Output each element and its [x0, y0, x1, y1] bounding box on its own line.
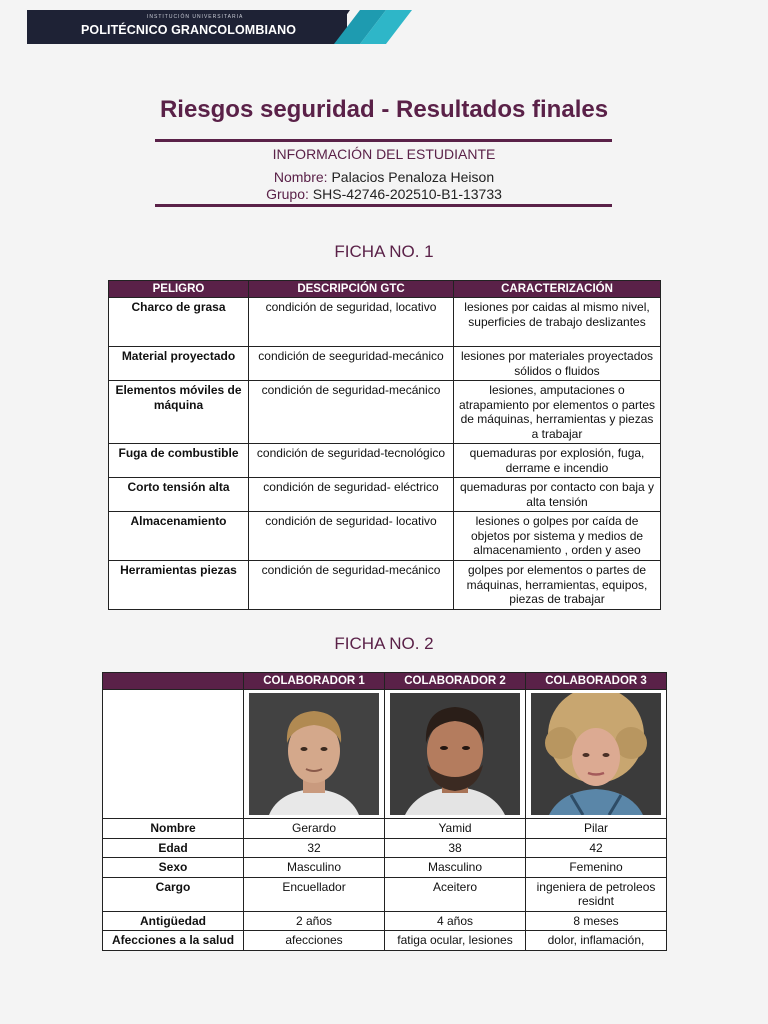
- caracterizacion-cell: quemaduras por contacto con baja y alta tensión: [454, 478, 661, 512]
- caracterizacion-cell: quemaduras por explosión, fuga, derrame e incendio: [454, 444, 661, 478]
- colaborador-1-value: afecciones: [244, 931, 385, 951]
- column-header-colaborador-3: COLABORADOR 3: [526, 673, 667, 690]
- colaborador-2-value: Yamid: [385, 819, 526, 839]
- caracterizacion-cell: lesiones por caidas al mismo nivel, superficies de trabajo deslizantes: [454, 298, 661, 347]
- banner-stripes-logo: [320, 10, 415, 44]
- student-group-value: SHS-42746-202510-B1-13733: [312, 186, 502, 202]
- peligro-cell: Almacenamiento: [109, 512, 249, 561]
- caracterizacion-cell: golpes por elementos o partes de máquinas, herramientas, equipos, piezas de trabajar: [454, 561, 661, 610]
- colaborador-3-value: dolor, inflamación,: [526, 931, 667, 951]
- column-header-colaborador-1: COLABORADOR 1: [244, 673, 385, 690]
- colaborador-3-value: 42: [526, 838, 667, 858]
- colaborador-1-value: Gerardo: [244, 819, 385, 839]
- institution-banner: [27, 10, 347, 44]
- ficha1-title: FICHA NO. 1: [334, 242, 434, 261]
- peligro-cell: Material proyectado: [109, 347, 249, 381]
- colaborador-3-value: Femenino: [526, 858, 667, 878]
- attribute-label: Sexo: [103, 858, 244, 878]
- portrait-cell: [244, 690, 385, 819]
- peligro-cell: Fuga de combustible: [109, 444, 249, 478]
- attribute-label: Nombre: [103, 819, 244, 839]
- descripcion-cell: condición de seguridad-mecánico: [249, 381, 454, 444]
- table-row: [103, 911, 667, 931]
- student-info-heading: INFORMACIÓN DEL ESTUDIANTE: [272, 146, 496, 162]
- table-row: [109, 444, 661, 478]
- column-header-peligro: PELIGRO: [109, 281, 249, 298]
- male-portrait-bearded-image: [390, 693, 520, 815]
- ficha2-header-row: [103, 673, 667, 690]
- student-name-line: [0, 169, 768, 185]
- colaborador-2-value: 4 años: [385, 911, 526, 931]
- descripcion-cell: condición de seguridad-mecánico: [249, 561, 454, 610]
- male-portrait-blond-image: [249, 693, 379, 815]
- descripcion-cell: condición de seguridad- locativo: [249, 512, 454, 561]
- student-name-label: Nombre:: [273, 169, 328, 185]
- colaborador-2-value: Masculino: [385, 858, 526, 878]
- table-row: [109, 347, 661, 381]
- column-header-colaborador-2: COLABORADOR 2: [385, 673, 526, 690]
- peligro-cell: Charco de grasa: [109, 298, 249, 347]
- table-row: [103, 877, 667, 911]
- ficha2-title: FICHA NO. 2: [334, 634, 434, 653]
- ficha1-header-row: [109, 281, 661, 298]
- colaborador-3-value: Pilar: [526, 819, 667, 839]
- divider-top: [155, 139, 612, 142]
- ficha2-table: [102, 672, 667, 951]
- caracterizacion-cell: lesiones por materiales proyectados sólidos o fluidos: [454, 347, 661, 381]
- student-group-label: Grupo:: [266, 186, 309, 202]
- table-row: [103, 838, 667, 858]
- column-header-empty: [103, 673, 244, 690]
- colaborador-1-value: 2 años: [244, 911, 385, 931]
- table-row: [109, 298, 661, 347]
- ficha1-table: [108, 280, 661, 610]
- colaborador-2-value: fatiga ocular, lesiones: [385, 931, 526, 951]
- institution-type-label: INSTITUCIÓN UNIVERSITARIA: [147, 14, 244, 20]
- portrait-cell: [526, 690, 667, 819]
- peligro-cell: Herramientas piezas: [109, 561, 249, 610]
- descripcion-cell: condición de seguridad- eléctrico: [249, 478, 454, 512]
- table-row: [103, 819, 667, 839]
- colaborador-1-value: 32: [244, 838, 385, 858]
- divider-bottom: [155, 204, 612, 207]
- descripcion-cell: condición de seguridad, locativo: [249, 298, 454, 347]
- colaborador-3-value: 8 meses: [526, 911, 667, 931]
- empty-cell: [103, 690, 244, 819]
- colaborador-1-value: Masculino: [244, 858, 385, 878]
- portrait-row: [103, 690, 667, 819]
- female-portrait-curly-image: [531, 693, 661, 815]
- table-row: [109, 478, 661, 512]
- table-row: [109, 561, 661, 610]
- peligro-cell: Elementos móviles de máquina: [109, 381, 249, 444]
- peligro-cell: Corto tensión alta: [109, 478, 249, 512]
- table-row: [109, 512, 661, 561]
- student-group-line: [0, 186, 768, 202]
- attribute-label: Cargo: [103, 877, 244, 911]
- caracterizacion-cell: lesiones, amputaciones o atrapamiento por elementos o partes de máquinas, herramientas y piezas a trabajar: [454, 381, 661, 444]
- descripcion-cell: condición de seguridad-tecnológico: [249, 444, 454, 478]
- colaborador-1-value: Encuellador: [244, 877, 385, 911]
- colaborador-3-value: ingeniera de petroleos residnt: [526, 877, 667, 911]
- table-row: [103, 931, 667, 951]
- portrait-cell: [385, 690, 526, 819]
- descripcion-cell: condición de seeguridad-mecánico: [249, 347, 454, 381]
- caracterizacion-cell: lesiones o golpes por caída de objetos por sistema y medios de almacenamiento , orden y aseo: [454, 512, 661, 561]
- page-title: Riesgos seguridad - Resultados finales: [159, 96, 609, 123]
- column-header-caracterizacion: CARACTERIZACIÓN: [454, 281, 661, 298]
- column-header-descripcion: DESCRIPCIÓN GTC: [249, 281, 454, 298]
- colaborador-2-value: Aceitero: [385, 877, 526, 911]
- student-name-value: Palacios Penaloza Heison: [331, 169, 495, 185]
- attribute-label: Edad: [103, 838, 244, 858]
- colaborador-2-value: 38: [385, 838, 526, 858]
- table-row: [103, 858, 667, 878]
- table-row: [109, 381, 661, 444]
- institution-name: POLITÉCNICO GRANCOLOMBIANO: [81, 23, 297, 37]
- attribute-label: Afecciones a la salud: [103, 931, 244, 951]
- attribute-label: Antigüedad: [103, 911, 244, 931]
